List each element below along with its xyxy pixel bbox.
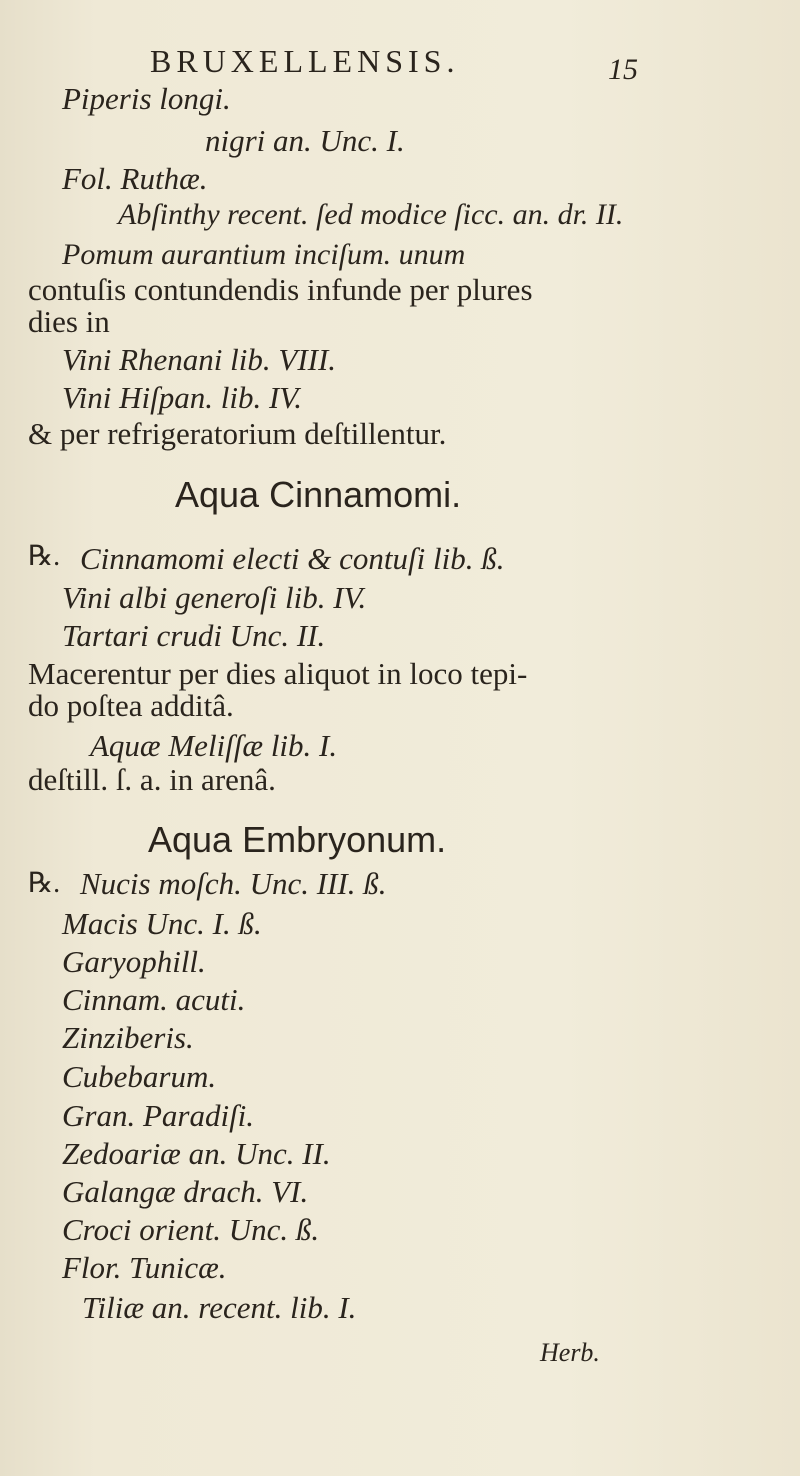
text-line: dies in (28, 304, 110, 339)
text-line: Aquæ Meliſſæ lib. I. (90, 728, 338, 763)
text-line: Tartari crudi Unc. II. (62, 618, 326, 653)
text-line: contuſis contundendis infunde per plures (28, 272, 533, 307)
text-line: Garyophill. (62, 944, 206, 979)
text-line: Macis Unc. I. ß. (62, 906, 262, 941)
text-line: Tiliæ an. recent. lib. I. (82, 1290, 357, 1325)
text-line: Vini albi generoſi lib. IV. (62, 580, 367, 615)
text-line: Cinnamomi electi & contuſi lib. ß. (80, 541, 505, 576)
text-line: Vini Hiſpan. lib. IV. (62, 380, 302, 415)
recipe-symbol-icon: ℞. (28, 868, 61, 899)
text-line: Zedoariæ an. Unc. II. (62, 1136, 331, 1171)
catchword: Herb. (540, 1338, 600, 1367)
text-line: Cubebarum. (62, 1059, 217, 1094)
section-title: Aqua Cinnamomi. (175, 474, 462, 515)
text-line: Vini Rhenani lib. VIII. (62, 342, 337, 377)
running-head (150, 45, 459, 79)
text-line: & per refrigeratorium deſtillentur. (28, 416, 447, 451)
page-number: 15 (608, 53, 638, 86)
recipe-symbol-icon: ℞. (28, 541, 61, 572)
text-line: deſtill. ſ. a. in arenâ. (28, 762, 276, 797)
text-line: Pomum aurantium inciſum. unum (62, 238, 466, 271)
section-title: Aqua Embryonum. (148, 819, 447, 860)
running-title: BRUXELLENSIS. (150, 43, 460, 79)
text-line: Croci orient. Unc. ß. (62, 1212, 320, 1247)
text-line: Fol. Ruthæ. (62, 161, 208, 196)
text-line: Gran. Paradiſi. (62, 1098, 255, 1133)
text-line: Flor. Tunicæ. (62, 1250, 227, 1285)
text-line: Abſinthy recent. ſed modice ſicc. an. dr. II. (118, 198, 624, 231)
text-line: Galangæ drach. VI. (62, 1174, 309, 1209)
text-line: nigri an. Unc. I. (205, 123, 405, 158)
text-line: Macerentur per dies aliquot in loco tepi- (28, 656, 528, 691)
text-line: Nucis moſch. Unc. III. ß. (80, 866, 387, 901)
text-line: do poſtea additâ. (28, 688, 234, 723)
text-line: Cinnam. acuti. (62, 982, 246, 1017)
text-line: Zinziberis. (62, 1020, 194, 1055)
text-line: Piperis longi. (62, 81, 231, 116)
